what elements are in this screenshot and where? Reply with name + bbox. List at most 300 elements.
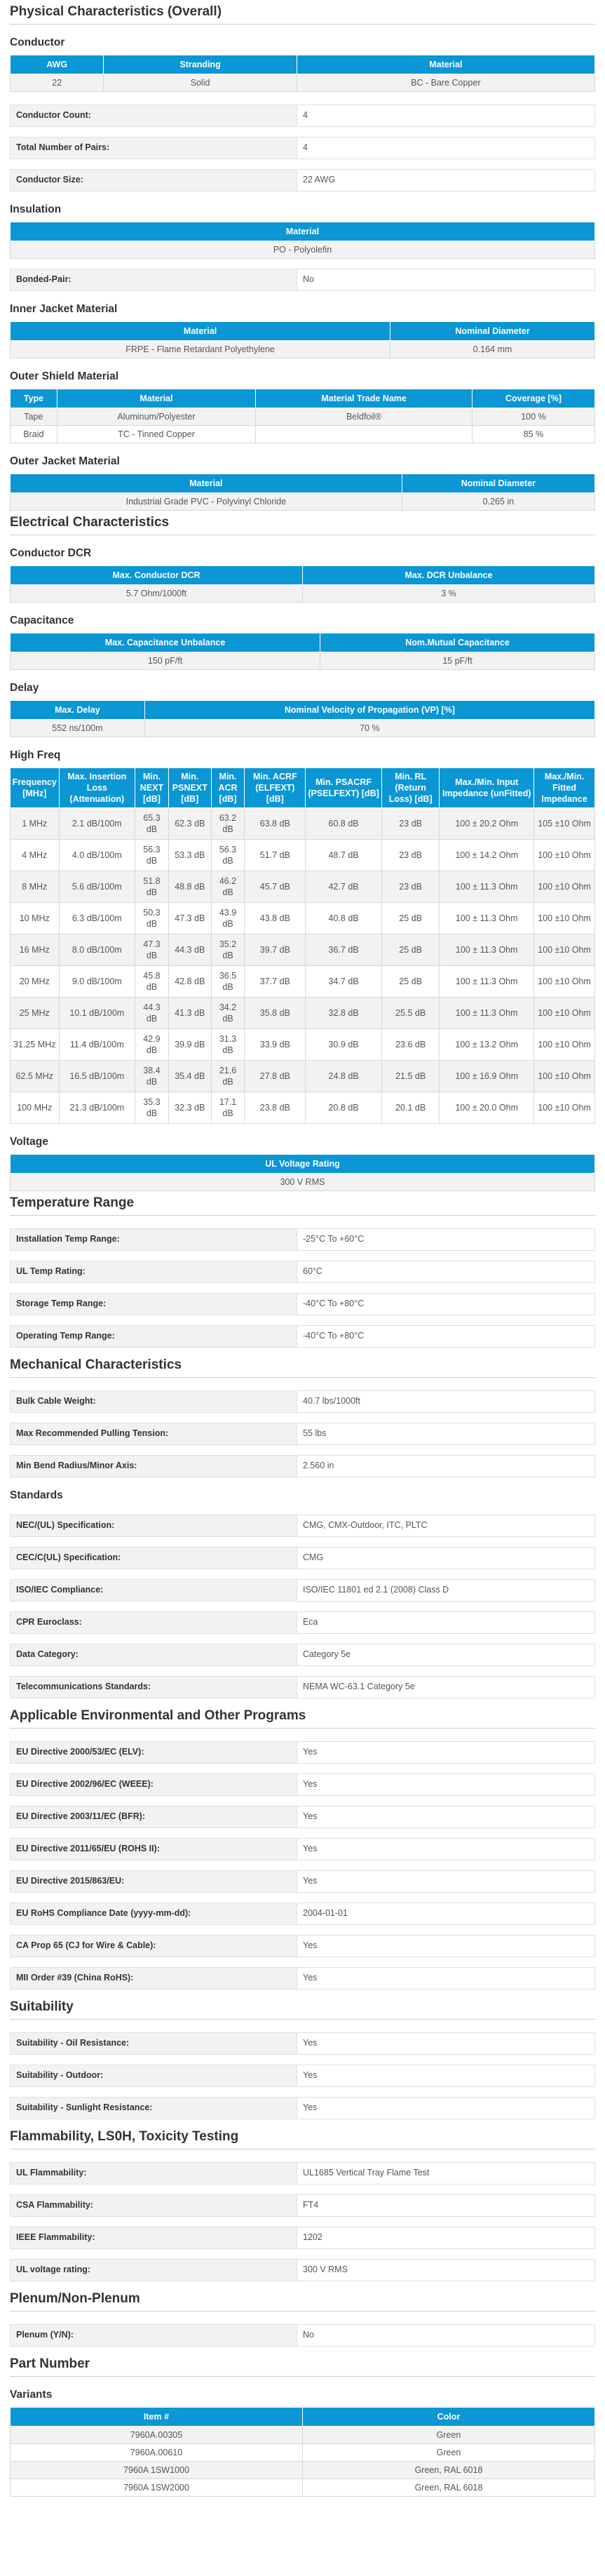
property-row <box>10 2065 595 2087</box>
table-cell: 5.7 Ohm/1000ft <box>11 585 303 603</box>
table-header: Max. Capacitance Unbalance <box>11 633 320 652</box>
property-value: Yes <box>297 2033 594 2054</box>
table-cell: 46.2 dB <box>211 871 245 903</box>
property-label: EU Directive 2002/96/EC (WEEE): <box>11 1774 297 1795</box>
table-cell: 53.3 dB <box>168 840 211 871</box>
table-cell: 56.3 dB <box>211 840 245 871</box>
table-cell: 39.9 dB <box>168 1029 211 1061</box>
property-row <box>10 1870 595 1893</box>
property-value: Yes <box>297 1806 594 1827</box>
table-cell: Green <box>303 2427 595 2444</box>
table-cell: 16 MHz <box>11 934 60 966</box>
conductor-table <box>10 55 595 92</box>
table-cell: 100 ± 14.2 Ohm <box>440 840 534 871</box>
section-title-environmental: Applicable Environmental and Other Programs <box>10 1708 595 1729</box>
property-label: Operating Temp Range: <box>11 1326 297 1347</box>
property-row <box>10 1390 595 1413</box>
table-header: Material <box>297 55 594 74</box>
table-cell: 100 ±10 Ohm <box>534 871 595 903</box>
table-cell: 100 ±10 Ohm <box>534 840 595 871</box>
property-label: Data Category: <box>11 1644 297 1665</box>
property-label: IEEE Flammability: <box>11 2227 297 2248</box>
table-cell: 35.8 dB <box>245 998 306 1029</box>
table-header: AWG <box>11 55 104 74</box>
property-value: Category 5e <box>297 1644 594 1665</box>
table-cell: 39.7 dB <box>245 934 306 966</box>
mechanical-properties <box>10 1390 595 1477</box>
table-cell: 70 % <box>144 720 594 737</box>
property-label: NEC/(UL) Specification: <box>11 1515 297 1536</box>
plenum-properties <box>10 2324 595 2347</box>
table-cell: Tape <box>11 408 57 426</box>
table-header: Min. PSNEXT [dB] <box>168 768 211 808</box>
property-value: Yes <box>297 2065 594 2086</box>
subsection-title-outer-shield: Outer Shield Material <box>10 370 119 382</box>
table-row <box>11 2444 595 2462</box>
property-value: CMG, CMX-Outdoor, ITC, PLTC <box>297 1515 594 1536</box>
table-header: Coverage [%] <box>472 389 594 408</box>
high-freq-table <box>10 767 595 1124</box>
table-cell: 36.5 dB <box>211 966 245 998</box>
table-header: Max./Min. Fitted Impedance <box>534 768 595 808</box>
property-label: Telecommunications Standards: <box>11 1677 297 1698</box>
table-cell: 47.3 dB <box>168 903 211 934</box>
table-cell: 552 ns/100m <box>11 720 145 737</box>
table-cell: 100 ±10 Ohm <box>534 934 595 966</box>
table-cell: 100 ±10 Ohm <box>534 966 595 998</box>
table-row <box>11 341 595 358</box>
property-row <box>10 1579 595 1602</box>
property-label: Installation Temp Range: <box>11 1229 297 1250</box>
table-header: Stranding <box>104 55 297 74</box>
table-cell: 62.3 dB <box>168 808 211 840</box>
section-title-standards: Standards <box>10 1489 63 1501</box>
property-value: UL1685 Vertical Tray Flame Test <box>297 2163 594 2184</box>
table-header: Min. ACR [dB] <box>211 768 245 808</box>
property-label: EU Directive 2015/863/EU: <box>11 1871 297 1892</box>
table-cell: 100 ± 11.3 Ohm <box>440 966 534 998</box>
property-label: CA Prop 65 (CJ for Wire & Cable): <box>11 1936 297 1957</box>
table-cell: 51.8 dB <box>135 871 169 903</box>
property-label: Storage Temp Range: <box>11 1294 297 1315</box>
table-cell: 100 ± 11.3 Ohm <box>440 934 534 966</box>
table-row <box>11 408 595 426</box>
property-row <box>10 2162 595 2185</box>
property-value: 40.7 lbs/1000ft <box>297 1391 594 1412</box>
table-cell: 23 dB <box>381 840 440 871</box>
table-header: Material <box>57 389 256 408</box>
property-label: Min Bend Radius/Minor Axis: <box>11 1456 297 1477</box>
property-label: EU RoHS Compliance Date (yyyy-mm-dd): <box>11 1903 297 1924</box>
table-cell: 100 % <box>472 408 594 426</box>
property-label: CPR Euroclass: <box>11 1612 297 1633</box>
table-cell: 100 ±10 Ohm <box>534 998 595 1029</box>
table-cell: 4.0 dB/100m <box>59 840 135 871</box>
table-cell: 43.9 dB <box>211 903 245 934</box>
table-cell: 0.164 mm <box>390 341 595 358</box>
table-cell: 42.7 dB <box>306 871 382 903</box>
table-cell: 44.3 dB <box>135 998 169 1029</box>
property-value: CMG <box>297 1548 594 1569</box>
table-cell: 34.7 dB <box>306 966 382 998</box>
table-cell: 100 ±10 Ohm <box>534 1029 595 1061</box>
property-label: EU Directive 2011/65/EU (ROHS II): <box>11 1839 297 1860</box>
table-cell: 23 dB <box>381 871 440 903</box>
table-cell: Industrial Grade PVC - Polyvinyl Chloride <box>11 493 402 511</box>
table-cell: FRPE - Flame Retardant Polyethylene <box>11 341 390 358</box>
table-cell: 43.8 dB <box>245 903 306 934</box>
property-label: CSA Flammability: <box>11 2195 297 2216</box>
table-cell: 30.9 dB <box>306 1029 382 1061</box>
table-header: Material <box>11 222 595 241</box>
property-label: CEC/C(UL) Specification: <box>11 1548 297 1569</box>
table-row <box>11 2462 595 2479</box>
table-cell: 44.3 dB <box>168 934 211 966</box>
table-row <box>11 998 595 1029</box>
dcr-table <box>10 565 595 603</box>
table-cell: 300 V RMS <box>11 1174 595 1191</box>
table-cell: BC - Bare Copper <box>297 74 594 92</box>
section-title-temperature: Temperature Range <box>10 1195 595 1216</box>
table-cell: 150 pF/ft <box>11 652 320 670</box>
property-row <box>10 1515 595 1537</box>
table-header: Nominal Velocity of Propagation (VP) [%] <box>144 701 594 720</box>
table-cell: 100 ± 13.2 Ohm <box>440 1029 534 1061</box>
property-label: EU Directive 2003/11/EC (BFR): <box>11 1806 297 1827</box>
table-cell: 56.3 dB <box>135 840 169 871</box>
subsection-title-outer-jacket: Outer Jacket Material <box>10 455 120 467</box>
property-label: MII Order #39 (China RoHS): <box>11 1968 297 1989</box>
table-cell: Beldfoil® <box>256 408 473 426</box>
property-row <box>10 1455 595 1477</box>
property-row <box>10 1741 595 1764</box>
property-row <box>10 2194 595 2217</box>
table-cell: 22 <box>11 74 104 92</box>
table-cell: 0.265 in <box>402 493 594 511</box>
table-row <box>11 840 595 871</box>
table-cell: 100 ± 11.3 Ohm <box>440 998 534 1029</box>
table-cell: 8 MHz <box>11 871 60 903</box>
table-cell: 100 ± 16.9 Ohm <box>440 1061 534 1092</box>
property-label: Suitability - Outdoor: <box>11 2065 297 2086</box>
table-row <box>11 966 595 998</box>
table-cell: 7960A 1SW2000 <box>11 2479 303 2497</box>
property-value: -40°C To +80°C <box>297 1294 594 1315</box>
property-value: 22 AWG <box>297 170 594 191</box>
table-cell: Aluminum/Polyester <box>57 408 256 426</box>
table-row <box>11 2427 595 2444</box>
table-header: Max./Min. Input Impedance (unFitted) <box>440 768 534 808</box>
property-value: 1202 <box>297 2227 594 2248</box>
table-cell: 35.2 dB <box>211 934 245 966</box>
table-cell: 35.4 dB <box>168 1061 211 1092</box>
table-header: Nominal Diameter <box>390 322 595 341</box>
subsection-title-variants: Variants <box>10 2389 53 2401</box>
table-cell: 48.8 dB <box>168 871 211 903</box>
table-cell: 31.25 MHz <box>11 1029 60 1061</box>
table-cell: 42.8 dB <box>168 966 211 998</box>
table-row <box>11 426 595 443</box>
table-cell: 2.1 dB/100m <box>59 808 135 840</box>
property-row <box>10 169 595 192</box>
table-cell: 100 ± 20.0 Ohm <box>440 1092 534 1124</box>
table-cell: 63.2 dB <box>211 808 245 840</box>
table-cell: 35.3 dB <box>135 1092 169 1124</box>
subsection-title-high-freq: High Freq <box>10 749 61 761</box>
property-label: Plenum (Y/N): <box>11 2325 297 2346</box>
outer-shield-table <box>10 389 595 443</box>
table-cell: 50.3 dB <box>135 903 169 934</box>
table-cell: 36.7 dB <box>306 934 382 966</box>
inner-jacket-table <box>10 321 595 358</box>
property-value: -40°C To +80°C <box>297 1326 594 1347</box>
property-row <box>10 1967 595 1990</box>
table-cell: 45.8 dB <box>135 966 169 998</box>
property-row <box>10 1423 595 1445</box>
table-row <box>11 652 595 670</box>
table-row <box>11 1029 595 1061</box>
table-cell: 7960A.00610 <box>11 2444 303 2462</box>
property-value: 4 <box>297 105 594 126</box>
property-row <box>10 1293 595 1315</box>
table-cell: 25.5 dB <box>381 998 440 1029</box>
table-cell: 20 MHz <box>11 966 60 998</box>
property-row <box>10 2227 595 2249</box>
table-header: Min. NEXT [dB] <box>135 768 169 808</box>
property-value: Yes <box>297 1742 594 1763</box>
table-cell: TC - Tinned Copper <box>57 426 256 443</box>
property-value: Yes <box>297 1936 594 1957</box>
table-cell: 40.8 dB <box>306 903 382 934</box>
property-value: Yes <box>297 1968 594 1989</box>
table-cell: 33.9 dB <box>245 1029 306 1061</box>
property-row <box>10 137 595 159</box>
property-value: FT4 <box>297 2195 594 2216</box>
table-cell: 20.8 dB <box>306 1092 382 1124</box>
subsection-title-dcr: Conductor DCR <box>10 547 92 559</box>
table-cell: 21.6 dB <box>211 1061 245 1092</box>
property-label: Conductor Size: <box>11 170 297 191</box>
section-title-physical: Physical Characteristics (Overall) <box>10 4 595 25</box>
table-cell: 23.8 dB <box>245 1092 306 1124</box>
subsection-title-conductor: Conductor <box>10 36 65 48</box>
table-header: Material <box>11 474 402 493</box>
property-value: 300 V RMS <box>297 2260 594 2281</box>
table-cell: 41.3 dB <box>168 998 211 1029</box>
table-row <box>11 934 595 966</box>
table-cell: 100 ± 20.2 Ohm <box>440 808 534 840</box>
table-row <box>11 2479 595 2497</box>
table-cell: 85 % <box>472 426 594 443</box>
flammability-properties <box>10 2162 595 2281</box>
environmental-properties <box>10 1741 595 1990</box>
insulation-table <box>10 222 595 259</box>
property-label: Bulk Cable Weight: <box>11 1391 297 1412</box>
table-cell: 100 MHz <box>11 1092 60 1124</box>
table-header: UL Voltage Rating <box>11 1155 595 1174</box>
table-cell: 10 MHz <box>11 903 60 934</box>
table-cell: 100 ±10 Ohm <box>534 1061 595 1092</box>
table-row <box>11 1061 595 1092</box>
property-value: Yes <box>297 1774 594 1795</box>
table-header: Frequency [MHz] <box>11 768 60 808</box>
table-cell: 100 ±10 Ohm <box>534 1092 595 1124</box>
table-cell: 60.8 dB <box>306 808 382 840</box>
table-cell: 10.1 dB/100m <box>59 998 135 1029</box>
table-cell: 100 ±10 Ohm <box>534 903 595 934</box>
table-cell: 38.4 dB <box>135 1061 169 1092</box>
section-title-flammability: Flammability, LS0H, Toxicity Testing <box>10 2129 595 2149</box>
property-row <box>10 1325 595 1348</box>
property-value: -25°C To +60°C <box>297 1229 594 1250</box>
property-label: Suitability - Sunlight Resistance: <box>11 2098 297 2119</box>
section-title-electrical: Electrical Characteristics <box>10 515 595 535</box>
table-cell: 100 ± 11.3 Ohm <box>440 903 534 934</box>
property-row <box>10 1773 595 1796</box>
property-value: Yes <box>297 1871 594 1892</box>
table-cell: 32.3 dB <box>168 1092 211 1124</box>
table-header: Min. RL (Return Loss) [dB] <box>381 768 440 808</box>
property-value: 60°C <box>297 1261 594 1282</box>
table-cell: 5.6 dB/100m <box>59 871 135 903</box>
table-header: Min. PSACRF (PSELFEXT) [dB] <box>306 768 382 808</box>
table-cell: 15 pF/ft <box>320 652 595 670</box>
table-header: Color <box>303 2408 595 2427</box>
table-cell: 42.9 dB <box>135 1029 169 1061</box>
table-cell: Solid <box>104 74 297 92</box>
subsection-title-delay: Delay <box>10 682 39 694</box>
property-label: UL Flammability: <box>11 2163 297 2184</box>
property-label: Suitability - Oil Resistance: <box>11 2033 297 2054</box>
table-cell: 4 MHz <box>11 840 60 871</box>
table-cell: 24.8 dB <box>306 1061 382 1092</box>
table-cell: Green <box>303 2444 595 2462</box>
property-label: Total Number of Pairs: <box>11 137 297 159</box>
table-header: Max. Delay <box>11 701 145 720</box>
section-title-part-number: Part Number <box>10 2356 595 2377</box>
subsection-title-voltage: Voltage <box>10 1136 48 1148</box>
table-cell: 7960A.00305 <box>11 2427 303 2444</box>
property-value: ISO/IEC 11801 ed 2.1 (2008) Class D <box>297 1580 594 1601</box>
property-label: UL Temp Rating: <box>11 1261 297 1282</box>
table-cell: 47.3 dB <box>135 934 169 966</box>
table-cell: PO - Polyolefin <box>11 241 595 259</box>
table-cell: 23 dB <box>381 808 440 840</box>
table-cell: 105 ±10 Ohm <box>534 808 595 840</box>
section-title-mechanical: Mechanical Characteristics <box>10 1357 595 1378</box>
product-spec-page <box>10 4 595 2497</box>
property-value: 2.560 in <box>297 1456 594 1477</box>
property-label: ISO/IEC Compliance: <box>11 1580 297 1601</box>
table-row <box>11 808 595 840</box>
property-row <box>10 2097 595 2119</box>
table-header: Item # <box>11 2408 303 2427</box>
table-row <box>11 1174 595 1191</box>
table-cell <box>256 426 473 443</box>
table-cell: 51.7 dB <box>245 840 306 871</box>
table-header: Type <box>11 389 57 408</box>
property-value: No <box>297 2325 594 2346</box>
table-cell: 63.8 dB <box>245 808 306 840</box>
property-value: NEMA WC-63.1 Category 5e <box>297 1677 594 1698</box>
table-cell: 21.3 dB/100m <box>59 1092 135 1124</box>
property-value: Yes <box>297 1839 594 1860</box>
table-cell: 6.3 dB/100m <box>59 903 135 934</box>
table-cell: 37.7 dB <box>245 966 306 998</box>
section-title-suitability: Suitability <box>10 1999 595 2020</box>
table-cell: 100 ± 11.3 Ohm <box>440 871 534 903</box>
property-row <box>10 2259 595 2281</box>
property-label: Bonded-Pair: <box>11 269 297 290</box>
table-row <box>11 241 595 259</box>
outer-jacket-table <box>10 474 595 511</box>
table-cell: 20.1 dB <box>381 1092 440 1124</box>
table-cell: 8.0 dB/100m <box>59 934 135 966</box>
table-row <box>11 871 595 903</box>
table-row <box>11 903 595 934</box>
property-row <box>10 1935 595 1957</box>
table-cell: Green, RAL 6018 <box>303 2462 595 2479</box>
table-cell: 9.0 dB/100m <box>59 966 135 998</box>
table-cell: 65.3 dB <box>135 808 169 840</box>
property-row <box>10 1611 595 1634</box>
property-label: Conductor Count: <box>11 105 297 126</box>
table-cell: 1 MHz <box>11 808 60 840</box>
property-row <box>10 105 595 127</box>
property-label: Max Recommended Pulling Tension: <box>11 1423 297 1444</box>
table-header: Max. Insertion Loss (Attenuation) <box>59 768 135 808</box>
subsection-title-inner-jacket: Inner Jacket Material <box>10 303 118 315</box>
table-header: Min. ACRF (ELFEXT) [dB] <box>245 768 306 808</box>
table-header: Max. DCR Unbalance <box>303 566 595 585</box>
property-row <box>10 2324 595 2347</box>
table-cell: 62.5 MHz <box>11 1061 60 1092</box>
table-header: Material <box>11 322 390 341</box>
subsection-title-capacitance: Capacitance <box>10 615 74 626</box>
table-cell: 45.7 dB <box>245 871 306 903</box>
property-value: Yes <box>297 2098 594 2119</box>
standards-properties <box>10 1515 595 1698</box>
table-cell: 16.5 dB/100m <box>59 1061 135 1092</box>
table-cell: 25 dB <box>381 903 440 934</box>
property-row <box>10 1838 595 1860</box>
table-header: Max. Conductor DCR <box>11 566 303 585</box>
property-row <box>10 1676 595 1698</box>
table-cell: 11.4 dB/100m <box>59 1029 135 1061</box>
property-value: 2004-01-01 <box>297 1903 594 1924</box>
variants-table <box>10 2407 595 2497</box>
property-row <box>10 1903 595 1925</box>
table-cell: 25 dB <box>381 966 440 998</box>
property-row <box>10 1547 595 1569</box>
suitability-properties <box>10 2032 595 2119</box>
table-cell: 17.1 dB <box>211 1092 245 1124</box>
property-label: UL voltage rating: <box>11 2260 297 2281</box>
capacitance-table <box>10 633 595 670</box>
property-row <box>10 1644 595 1666</box>
property-value: 4 <box>297 137 594 159</box>
property-value: Eca <box>297 1612 594 1633</box>
table-cell: 3 % <box>303 585 595 603</box>
table-cell: 7960A 1SW1000 <box>11 2462 303 2479</box>
table-cell: 25 dB <box>381 934 440 966</box>
property-row <box>10 2032 595 2055</box>
table-cell: 27.8 dB <box>245 1061 306 1092</box>
table-row <box>11 74 595 92</box>
table-header: Nominal Diameter <box>402 474 594 493</box>
property-value: 55 lbs <box>297 1423 594 1444</box>
delay-table <box>10 700 595 737</box>
